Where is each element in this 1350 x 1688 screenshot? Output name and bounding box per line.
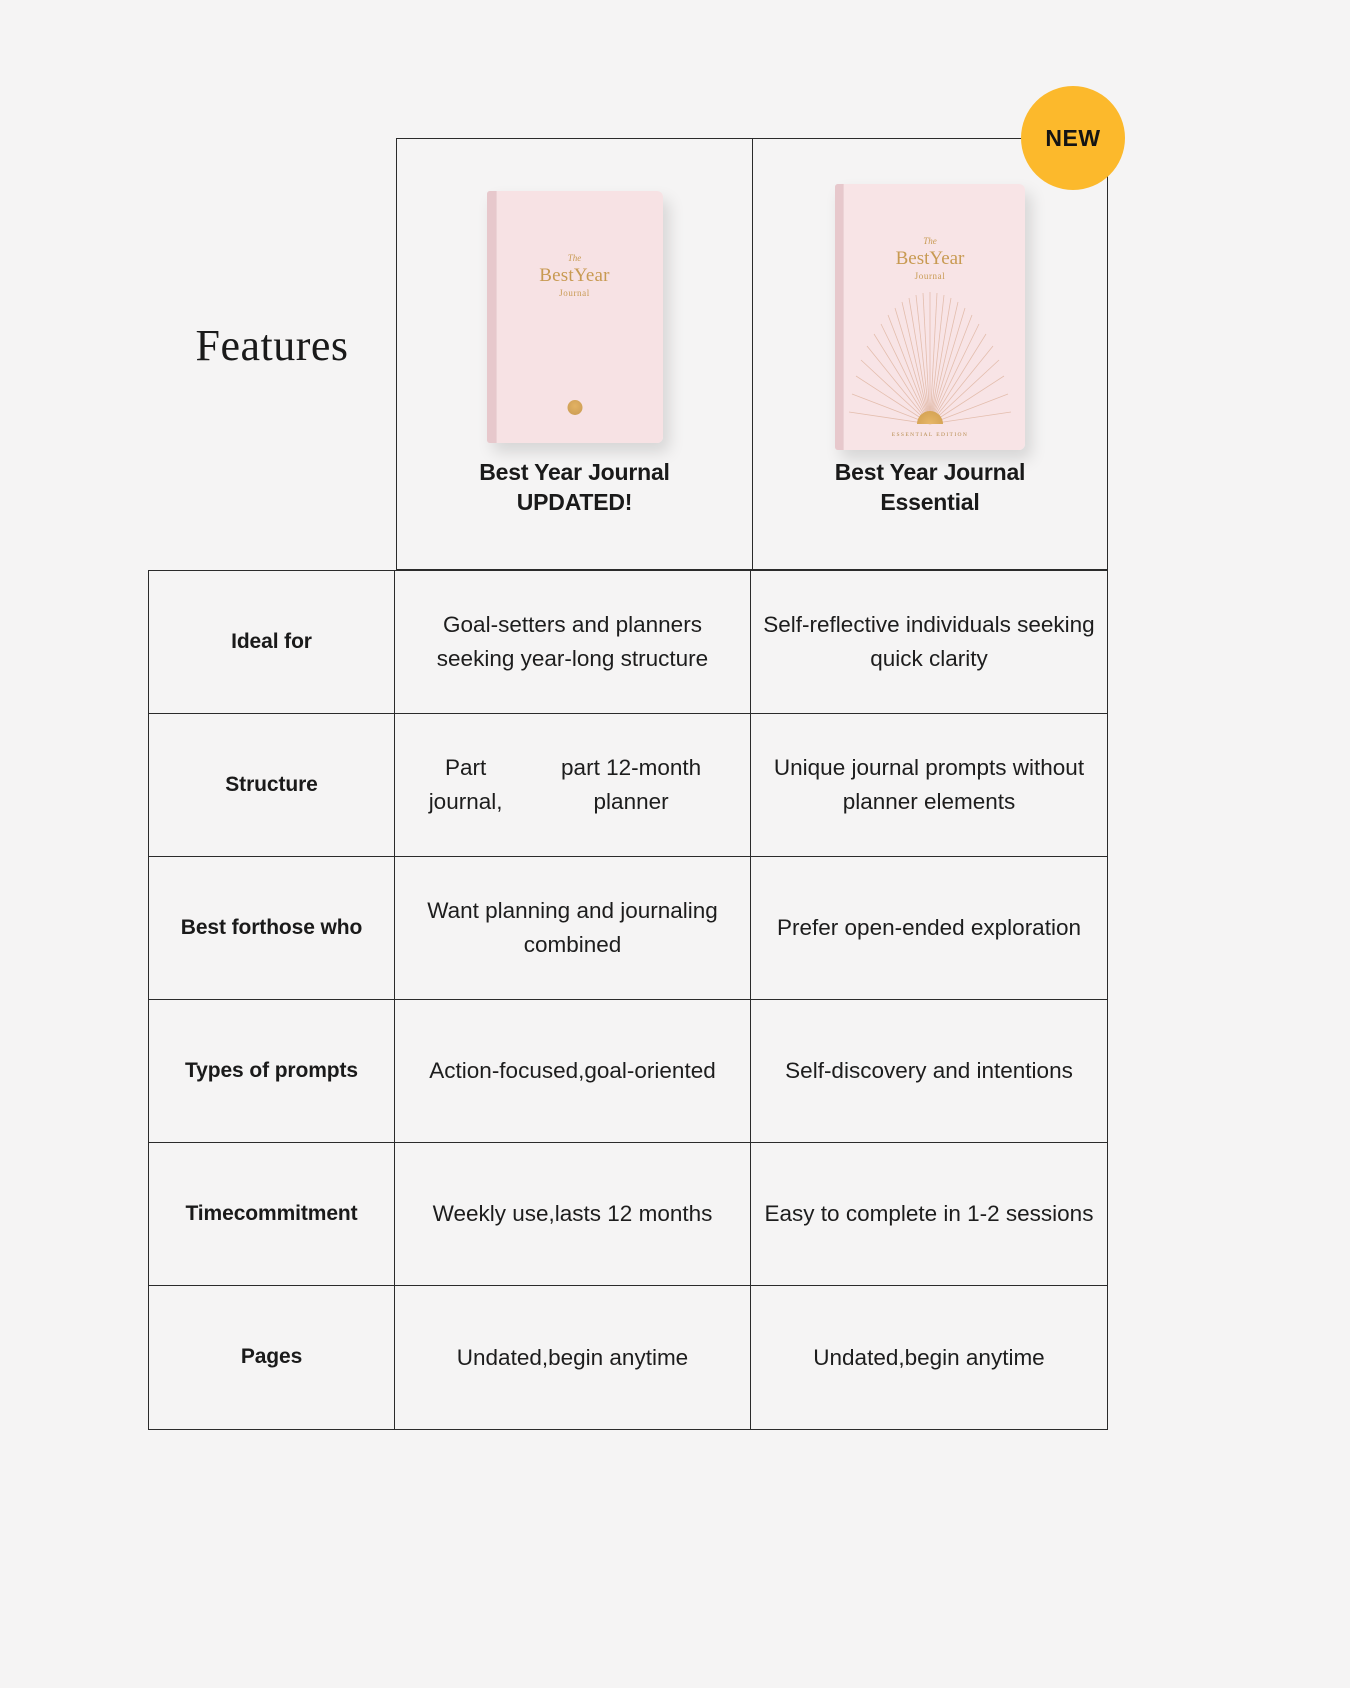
product-header-essential — [752, 138, 1108, 570]
table-header-row — [148, 138, 1108, 570]
table-row — [149, 1000, 1107, 1143]
cover-brand-main: BestYear — [539, 265, 610, 287]
book-spine — [487, 191, 496, 443]
row-label: Structure — [149, 714, 395, 856]
product-name-line2: UPDATED! — [516, 489, 633, 516]
new-badge-label: NEW — [1045, 124, 1101, 151]
row-label: Time commitment — [149, 1143, 395, 1285]
row-value-essential: Self-reflective individuals seeking quick clarity — [763, 612, 1095, 671]
table-body — [148, 570, 1108, 1430]
row-value-updated: Action-focused, goal-oriented — [395, 1000, 751, 1142]
row-value-updated: Goal-setters and planners seeking year-long structure — [395, 571, 751, 713]
row-label: Types of prompts — [149, 1000, 395, 1142]
features-heading-cell — [148, 138, 396, 570]
row-value-updated: Part journal, part 12-month planner — [395, 714, 751, 856]
row-label: Ideal for — [149, 571, 395, 713]
cover-brand-top: The — [923, 236, 937, 246]
cover-brand-sub: Journal — [559, 288, 590, 298]
table-row — [149, 1286, 1107, 1429]
table-row — [149, 857, 1107, 1000]
cover-emblem-icon — [567, 400, 582, 415]
row-label: Pages — [149, 1286, 395, 1429]
cover-logo — [835, 236, 1025, 282]
row-value-essential: Unique journal prompts without planner elements — [773, 755, 1085, 814]
table-row — [149, 1143, 1107, 1286]
page-title: Features — [195, 320, 349, 370]
product-header-updated — [396, 138, 752, 570]
cover-brand-top: The — [567, 253, 582, 263]
product-name-line1: Best Year Journal — [479, 459, 670, 485]
row-value-essential: Undated, begin anytime — [813, 1344, 1045, 1370]
table-row — [149, 714, 1107, 857]
comparison-table — [148, 138, 1108, 1430]
row-label: Best for those who — [149, 857, 395, 999]
product-name-essential — [835, 457, 1026, 518]
journal-cover-updated — [487, 191, 663, 443]
row-value-updated: Want planning and journaling combined — [395, 857, 751, 999]
row-value-updated: Undated, begin anytime — [395, 1286, 751, 1429]
cover-brand-sub: Journal — [914, 271, 946, 281]
new-badge — [1021, 86, 1125, 190]
table-row — [149, 571, 1107, 714]
row-value-essential: Prefer open-ended exploration — [777, 915, 1081, 941]
cover-brand-main: BestYear — [895, 248, 965, 270]
journal-cover-essential — [835, 184, 1025, 450]
product-name-line1: Best Year Journal — [834, 459, 1026, 485]
row-value-updated: Weekly use, lasts 12 months — [395, 1143, 751, 1285]
product-name-line2: Essential — [880, 489, 980, 516]
row-value-essential: Self-discovery and intentions — [785, 1058, 1073, 1084]
cover-logo — [487, 253, 663, 299]
product-image-updated — [487, 183, 663, 451]
product-image-essential — [835, 183, 1025, 451]
product-name-updated — [479, 457, 670, 518]
row-value-essential: Easy to complete in 1-2 sessions — [764, 1201, 1094, 1227]
cover-edition-label: ESSENTIAL EDITION — [891, 432, 969, 438]
